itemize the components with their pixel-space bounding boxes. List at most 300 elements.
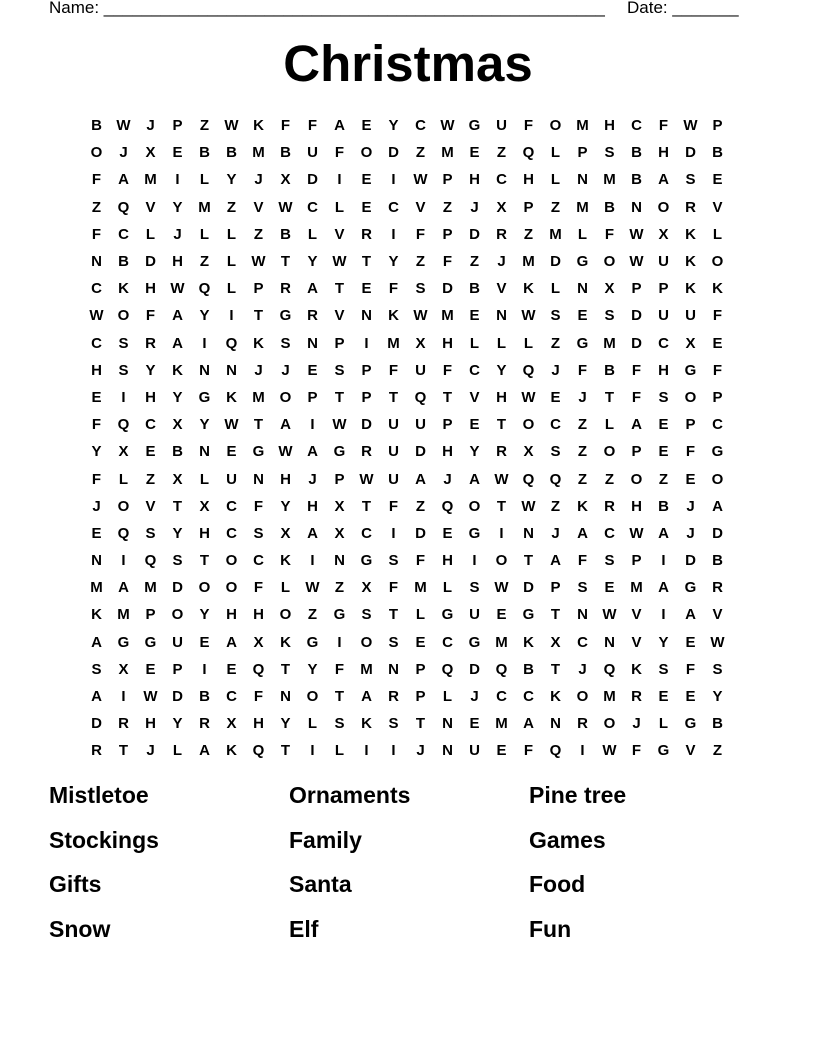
grid-letter[interactable]: P	[415, 660, 426, 678]
grid-letter[interactable]: Y	[172, 198, 183, 216]
grid-letter[interactable]: P	[442, 171, 453, 189]
grid-letter[interactable]: H	[469, 171, 480, 189]
grid-letter[interactable]: F	[631, 388, 642, 406]
grid-letter[interactable]: Z	[712, 742, 723, 760]
grid-letter[interactable]: J	[632, 715, 641, 733]
grid-letter[interactable]: I	[364, 334, 369, 352]
grid-letter[interactable]: O	[630, 470, 643, 488]
grid-letter[interactable]: I	[391, 225, 396, 243]
grid-letter[interactable]: I	[661, 606, 666, 624]
grid-letter[interactable]: J	[578, 660, 587, 678]
grid-letter[interactable]: X	[550, 633, 561, 651]
grid-letter[interactable]: F	[91, 225, 102, 243]
grid-letter[interactable]: A	[658, 579, 669, 597]
grid-letter[interactable]: G	[468, 633, 481, 651]
grid-letter[interactable]: N	[496, 307, 507, 325]
grid-letter[interactable]: U	[685, 307, 696, 325]
grid-letter[interactable]: Z	[415, 497, 426, 515]
grid-letter[interactable]: J	[551, 524, 560, 542]
grid-letter[interactable]: C	[604, 524, 615, 542]
grid-letter[interactable]: U	[658, 253, 669, 271]
grid-letter[interactable]: E	[685, 688, 696, 706]
grid-letter[interactable]: L	[334, 742, 345, 760]
grid-letter[interactable]: L	[199, 225, 210, 243]
grid-letter[interactable]: H	[172, 253, 183, 271]
grid-letter[interactable]: O	[279, 388, 292, 406]
grid-letter[interactable]: U	[226, 470, 237, 488]
grid-letter[interactable]: Z	[550, 497, 561, 515]
grid-letter[interactable]: B	[199, 144, 210, 162]
grid-letter[interactable]: Z	[307, 606, 318, 624]
grid-letter[interactable]: L	[226, 280, 237, 298]
grid-letter[interactable]: Y	[496, 361, 507, 379]
grid-letter[interactable]: N	[199, 443, 210, 461]
grid-letter[interactable]: A	[172, 307, 183, 325]
grid-letter[interactable]: D	[469, 660, 480, 678]
grid-letter[interactable]: F	[442, 253, 453, 271]
grid-letter[interactable]: X	[523, 443, 534, 461]
grid-letter[interactable]: R	[685, 198, 696, 216]
grid-letter[interactable]: A	[280, 416, 291, 434]
grid-letter[interactable]: H	[145, 715, 156, 733]
grid-letter[interactable]: N	[442, 715, 453, 733]
grid-letter[interactable]: Y	[199, 416, 210, 434]
grid-letter[interactable]: W	[305, 579, 320, 597]
grid-letter[interactable]: B	[199, 688, 210, 706]
grid-letter[interactable]: R	[496, 225, 507, 243]
grid-letter[interactable]: S	[415, 280, 426, 298]
grid-letter[interactable]: L	[307, 715, 318, 733]
grid-letter[interactable]: A	[712, 497, 723, 515]
grid-letter[interactable]: S	[604, 552, 615, 570]
grid-letter[interactable]: N	[604, 633, 615, 651]
grid-letter[interactable]: S	[334, 361, 345, 379]
grid-letter[interactable]: A	[577, 524, 588, 542]
grid-letter[interactable]: D	[550, 253, 561, 271]
grid-letter[interactable]: N	[199, 361, 210, 379]
grid-letter[interactable]: W	[332, 253, 347, 271]
grid-letter[interactable]: S	[280, 334, 291, 352]
grid-letter[interactable]: D	[388, 144, 399, 162]
grid-letter[interactable]: T	[604, 388, 615, 406]
grid-letter[interactable]: P	[631, 443, 642, 461]
grid-letter[interactable]: S	[604, 144, 615, 162]
grid-letter[interactable]: P	[361, 388, 372, 406]
grid-letter[interactable]: W	[116, 117, 131, 135]
grid-letter[interactable]: F	[631, 361, 642, 379]
grid-letter[interactable]: W	[629, 524, 644, 542]
grid-letter[interactable]: J	[119, 144, 128, 162]
grid-letter[interactable]: F	[253, 579, 264, 597]
grid-letter[interactable]: O	[603, 443, 616, 461]
grid-letter[interactable]: W	[521, 497, 536, 515]
grid-letter[interactable]: N	[577, 171, 588, 189]
grid-letter[interactable]: V	[496, 280, 507, 298]
grid-letter[interactable]: H	[442, 552, 453, 570]
grid-letter[interactable]: B	[712, 144, 723, 162]
grid-letter[interactable]: T	[253, 307, 264, 325]
grid-letter[interactable]: S	[118, 334, 129, 352]
grid-letter[interactable]: C	[307, 198, 318, 216]
grid-letter[interactable]: B	[280, 225, 291, 243]
grid-letter[interactable]: H	[523, 171, 534, 189]
grid-letter[interactable]: M	[576, 198, 589, 216]
grid-letter[interactable]: R	[361, 225, 372, 243]
grid-letter[interactable]: N	[280, 688, 291, 706]
grid-letter[interactable]: M	[495, 633, 508, 651]
grid-letter[interactable]: D	[712, 524, 723, 542]
grid-letter[interactable]: S	[469, 579, 480, 597]
grid-letter[interactable]: K	[361, 715, 372, 733]
grid-letter[interactable]: Y	[280, 497, 291, 515]
grid-letter[interactable]: R	[361, 443, 372, 461]
grid-letter[interactable]: I	[337, 171, 342, 189]
grid-letter[interactable]: X	[280, 524, 291, 542]
grid-letter[interactable]: B	[604, 361, 615, 379]
grid-letter[interactable]: Z	[442, 198, 453, 216]
grid-letter[interactable]: Z	[577, 443, 588, 461]
grid-letter[interactable]: Q	[522, 144, 535, 162]
grid-letter[interactable]: U	[415, 416, 426, 434]
grid-letter[interactable]: N	[631, 198, 642, 216]
grid-letter[interactable]: X	[658, 225, 669, 243]
grid-letter[interactable]: D	[415, 524, 426, 542]
grid-letter[interactable]: U	[469, 742, 480, 760]
grid-letter[interactable]: P	[550, 579, 561, 597]
grid-letter[interactable]: J	[254, 171, 263, 189]
grid-letter[interactable]: Y	[712, 688, 723, 706]
grid-letter[interactable]: U	[388, 470, 399, 488]
grid-letter[interactable]: L	[118, 470, 129, 488]
grid-letter[interactable]: S	[550, 307, 561, 325]
grid-letter[interactable]: M	[144, 579, 157, 597]
grid-letter[interactable]: D	[172, 688, 183, 706]
grid-letter[interactable]: D	[523, 579, 534, 597]
grid-letter[interactable]: C	[415, 117, 426, 135]
grid-letter[interactable]: X	[361, 579, 372, 597]
grid-letter[interactable]: M	[603, 688, 616, 706]
grid-letter[interactable]: E	[496, 606, 507, 624]
grid-letter[interactable]: A	[118, 579, 129, 597]
grid-letter[interactable]: E	[145, 660, 156, 678]
grid-letter[interactable]: B	[226, 144, 237, 162]
grid-letter[interactable]: S	[145, 524, 156, 542]
grid-letter[interactable]: Z	[253, 225, 264, 243]
grid-letter[interactable]: J	[254, 361, 263, 379]
grid-letter[interactable]: R	[118, 715, 129, 733]
grid-letter[interactable]: C	[118, 225, 129, 243]
grid-letter[interactable]: E	[145, 443, 156, 461]
grid-letter[interactable]: S	[712, 660, 723, 678]
grid-letter[interactable]: D	[631, 307, 642, 325]
grid-letter[interactable]: P	[685, 416, 696, 434]
grid-letter[interactable]: Y	[469, 443, 480, 461]
grid-letter[interactable]: F	[685, 660, 696, 678]
grid-letter[interactable]: G	[252, 443, 265, 461]
grid-letter[interactable]: R	[199, 715, 210, 733]
grid-letter[interactable]: O	[603, 715, 616, 733]
grid-letter[interactable]: C	[469, 361, 480, 379]
grid-letter[interactable]: F	[712, 307, 723, 325]
grid-letter[interactable]: H	[226, 606, 237, 624]
grid-letter[interactable]: T	[550, 606, 561, 624]
grid-letter[interactable]: Z	[550, 198, 561, 216]
grid-letter[interactable]: E	[91, 524, 102, 542]
grid-letter[interactable]: Y	[307, 253, 318, 271]
grid-letter[interactable]: E	[172, 144, 183, 162]
grid-letter[interactable]: J	[686, 524, 695, 542]
grid-letter[interactable]: I	[121, 688, 126, 706]
grid-letter[interactable]: P	[523, 198, 534, 216]
grid-letter[interactable]: E	[442, 524, 453, 542]
grid-letter[interactable]: S	[658, 388, 669, 406]
grid-letter[interactable]: I	[175, 171, 180, 189]
grid-letter[interactable]: E	[469, 715, 480, 733]
grid-letter[interactable]: F	[388, 280, 399, 298]
grid-letter[interactable]: Y	[226, 171, 237, 189]
grid-letter[interactable]: L	[550, 144, 561, 162]
grid-letter[interactable]: M	[522, 253, 535, 271]
grid-letter[interactable]: E	[91, 388, 102, 406]
grid-letter[interactable]: E	[712, 334, 723, 352]
grid-letter[interactable]: S	[91, 660, 102, 678]
grid-letter[interactable]: O	[657, 198, 670, 216]
grid-letter[interactable]: T	[172, 497, 183, 515]
grid-letter[interactable]: R	[631, 688, 642, 706]
grid-letter[interactable]: F	[253, 497, 264, 515]
grid-letter[interactable]: Z	[199, 117, 210, 135]
grid-letter[interactable]: G	[360, 552, 373, 570]
grid-letter[interactable]: X	[280, 171, 291, 189]
grid-letter[interactable]: T	[334, 280, 345, 298]
grid-letter[interactable]: Q	[117, 416, 130, 434]
grid-letter[interactable]: B	[631, 171, 642, 189]
grid-letter[interactable]: W	[521, 388, 536, 406]
grid-letter[interactable]: Z	[334, 579, 345, 597]
grid-letter[interactable]: A	[307, 443, 318, 461]
grid-letter[interactable]: N	[388, 660, 399, 678]
grid-letter[interactable]: A	[334, 117, 345, 135]
grid-letter[interactable]: D	[442, 280, 453, 298]
grid-letter[interactable]: I	[661, 552, 666, 570]
grid-letter[interactable]: T	[361, 497, 372, 515]
grid-letter[interactable]: K	[226, 388, 237, 406]
grid-letter[interactable]: S	[604, 307, 615, 325]
grid-letter[interactable]: T	[253, 416, 264, 434]
grid-letter[interactable]: A	[172, 334, 183, 352]
grid-letter[interactable]: F	[523, 117, 534, 135]
grid-letter[interactable]: O	[711, 470, 724, 488]
grid-letter[interactable]: L	[523, 334, 534, 352]
grid-letter[interactable]: A	[307, 524, 318, 542]
grid-letter[interactable]: P	[577, 144, 588, 162]
grid-letter[interactable]: Y	[172, 388, 183, 406]
grid-letter[interactable]: N	[577, 606, 588, 624]
grid-letter[interactable]: L	[280, 579, 291, 597]
grid-letter[interactable]: C	[226, 524, 237, 542]
grid-letter[interactable]: L	[199, 171, 210, 189]
grid-letter[interactable]: D	[361, 416, 372, 434]
grid-letter[interactable]: T	[496, 416, 507, 434]
grid-letter[interactable]: B	[469, 280, 480, 298]
grid-letter[interactable]: C	[145, 416, 156, 434]
grid-letter[interactable]: O	[603, 253, 616, 271]
grid-letter[interactable]: M	[252, 388, 265, 406]
grid-letter[interactable]: G	[657, 742, 670, 760]
grid-letter[interactable]: I	[121, 388, 126, 406]
grid-letter[interactable]: T	[199, 552, 210, 570]
grid-letter[interactable]: N	[334, 552, 345, 570]
grid-letter[interactable]: G	[333, 606, 346, 624]
grid-letter[interactable]: G	[576, 253, 589, 271]
grid-letter[interactable]: L	[496, 334, 507, 352]
grid-letter[interactable]: W	[683, 117, 698, 135]
grid-letter[interactable]: T	[361, 253, 372, 271]
grid-letter[interactable]: C	[253, 552, 264, 570]
grid-letter[interactable]: O	[171, 606, 184, 624]
grid-letter[interactable]: L	[469, 334, 480, 352]
grid-letter[interactable]: M	[549, 225, 562, 243]
grid-letter[interactable]: F	[307, 117, 318, 135]
grid-letter[interactable]: Q	[225, 334, 238, 352]
grid-letter[interactable]: Y	[145, 361, 156, 379]
grid-letter[interactable]: L	[604, 416, 615, 434]
grid-letter[interactable]: M	[252, 144, 265, 162]
grid-letter[interactable]: Z	[496, 144, 507, 162]
grid-letter[interactable]: C	[550, 416, 561, 434]
grid-letter[interactable]: P	[631, 280, 642, 298]
grid-letter[interactable]: L	[442, 579, 453, 597]
grid-letter[interactable]: F	[280, 117, 291, 135]
grid-letter[interactable]: Q	[495, 660, 508, 678]
grid-letter[interactable]: C	[388, 198, 399, 216]
grid-letter[interactable]: C	[226, 497, 237, 515]
grid-letter[interactable]: J	[416, 742, 425, 760]
grid-letter[interactable]: J	[92, 497, 101, 515]
grid-letter[interactable]: Y	[388, 117, 399, 135]
grid-letter[interactable]: A	[685, 606, 696, 624]
grid-letter[interactable]: B	[658, 497, 669, 515]
grid-letter[interactable]: S	[550, 443, 561, 461]
grid-letter[interactable]: S	[577, 579, 588, 597]
grid-letter[interactable]: N	[91, 253, 102, 271]
grid-letter[interactable]: X	[172, 470, 183, 488]
grid-letter[interactable]: P	[442, 225, 453, 243]
grid-letter[interactable]: R	[145, 334, 156, 352]
grid-letter[interactable]: I	[310, 416, 315, 434]
grid-letter[interactable]: I	[364, 742, 369, 760]
grid-letter[interactable]: O	[576, 688, 589, 706]
grid-letter[interactable]: M	[603, 171, 616, 189]
grid-letter[interactable]: W	[629, 253, 644, 271]
grid-letter[interactable]: E	[658, 416, 669, 434]
grid-letter[interactable]: Y	[172, 524, 183, 542]
grid-letter[interactable]: X	[199, 497, 210, 515]
grid-letter[interactable]: A	[118, 171, 129, 189]
grid-letter[interactable]: A	[523, 715, 534, 733]
grid-letter[interactable]: A	[550, 552, 561, 570]
grid-letter[interactable]: U	[388, 416, 399, 434]
grid-letter[interactable]: H	[91, 361, 102, 379]
grid-letter[interactable]: R	[712, 579, 723, 597]
grid-letter[interactable]: J	[470, 688, 479, 706]
grid-letter[interactable]: I	[580, 742, 585, 760]
grid-letter[interactable]: H	[145, 388, 156, 406]
grid-letter[interactable]: N	[577, 280, 588, 298]
grid-letter[interactable]: C	[442, 633, 453, 651]
grid-letter[interactable]: V	[631, 606, 642, 624]
grid-letter[interactable]: A	[658, 524, 669, 542]
grid-letter[interactable]: D	[91, 715, 102, 733]
grid-letter[interactable]: C	[91, 334, 102, 352]
grid-letter[interactable]: C	[91, 280, 102, 298]
grid-letter[interactable]: U	[658, 307, 669, 325]
grid-letter[interactable]: G	[468, 524, 481, 542]
grid-letter[interactable]: U	[415, 361, 426, 379]
grid-letter[interactable]: C	[361, 524, 372, 542]
grid-letter[interactable]: C	[712, 416, 723, 434]
grid-letter[interactable]: Q	[144, 552, 157, 570]
grid-letter[interactable]: P	[145, 606, 156, 624]
grid-letter[interactable]: O	[117, 497, 130, 515]
grid-letter[interactable]: K	[685, 253, 696, 271]
grid-letter[interactable]: K	[118, 280, 129, 298]
grid-letter[interactable]: Z	[604, 470, 615, 488]
grid-letter[interactable]: Y	[280, 715, 291, 733]
grid-letter[interactable]: A	[307, 280, 318, 298]
grid-letter[interactable]: L	[226, 253, 237, 271]
grid-letter[interactable]: B	[604, 198, 615, 216]
grid-letter[interactable]: Z	[550, 334, 561, 352]
grid-letter[interactable]: T	[280, 660, 291, 678]
grid-letter[interactable]: W	[494, 470, 509, 488]
grid-letter[interactable]: J	[551, 361, 560, 379]
grid-letter[interactable]: B	[172, 443, 183, 461]
grid-letter[interactable]: L	[712, 225, 723, 243]
grid-letter[interactable]: M	[495, 715, 508, 733]
grid-letter[interactable]: Q	[441, 497, 454, 515]
grid-letter[interactable]: V	[469, 388, 480, 406]
grid-letter[interactable]: Z	[415, 144, 426, 162]
grid-letter[interactable]: X	[118, 443, 129, 461]
grid-letter[interactable]: J	[146, 117, 155, 135]
grid-letter[interactable]: K	[577, 497, 588, 515]
grid-letter[interactable]: N	[226, 361, 237, 379]
grid-letter[interactable]: P	[442, 416, 453, 434]
grid-letter[interactable]: S	[361, 606, 372, 624]
grid-letter[interactable]: T	[334, 688, 345, 706]
grid-letter[interactable]: G	[522, 606, 535, 624]
grid-letter[interactable]: P	[172, 117, 183, 135]
grid-letter[interactable]: Q	[549, 742, 562, 760]
grid-letter[interactable]: X	[415, 334, 426, 352]
grid-letter[interactable]: L	[550, 280, 561, 298]
grid-letter[interactable]: H	[496, 388, 507, 406]
grid-letter[interactable]: A	[658, 171, 669, 189]
grid-letter[interactable]: R	[388, 688, 399, 706]
grid-letter[interactable]: E	[550, 388, 561, 406]
grid-letter[interactable]: V	[685, 742, 696, 760]
grid-letter[interactable]: W	[494, 579, 509, 597]
grid-letter[interactable]: D	[172, 579, 183, 597]
grid-letter[interactable]: G	[144, 633, 157, 651]
grid-letter[interactable]: P	[361, 361, 372, 379]
grid-letter[interactable]: Z	[469, 253, 480, 271]
grid-letter[interactable]: X	[334, 497, 345, 515]
grid-letter[interactable]: G	[117, 633, 130, 651]
grid-letter[interactable]: I	[391, 171, 396, 189]
grid-letter[interactable]: W	[710, 633, 725, 651]
